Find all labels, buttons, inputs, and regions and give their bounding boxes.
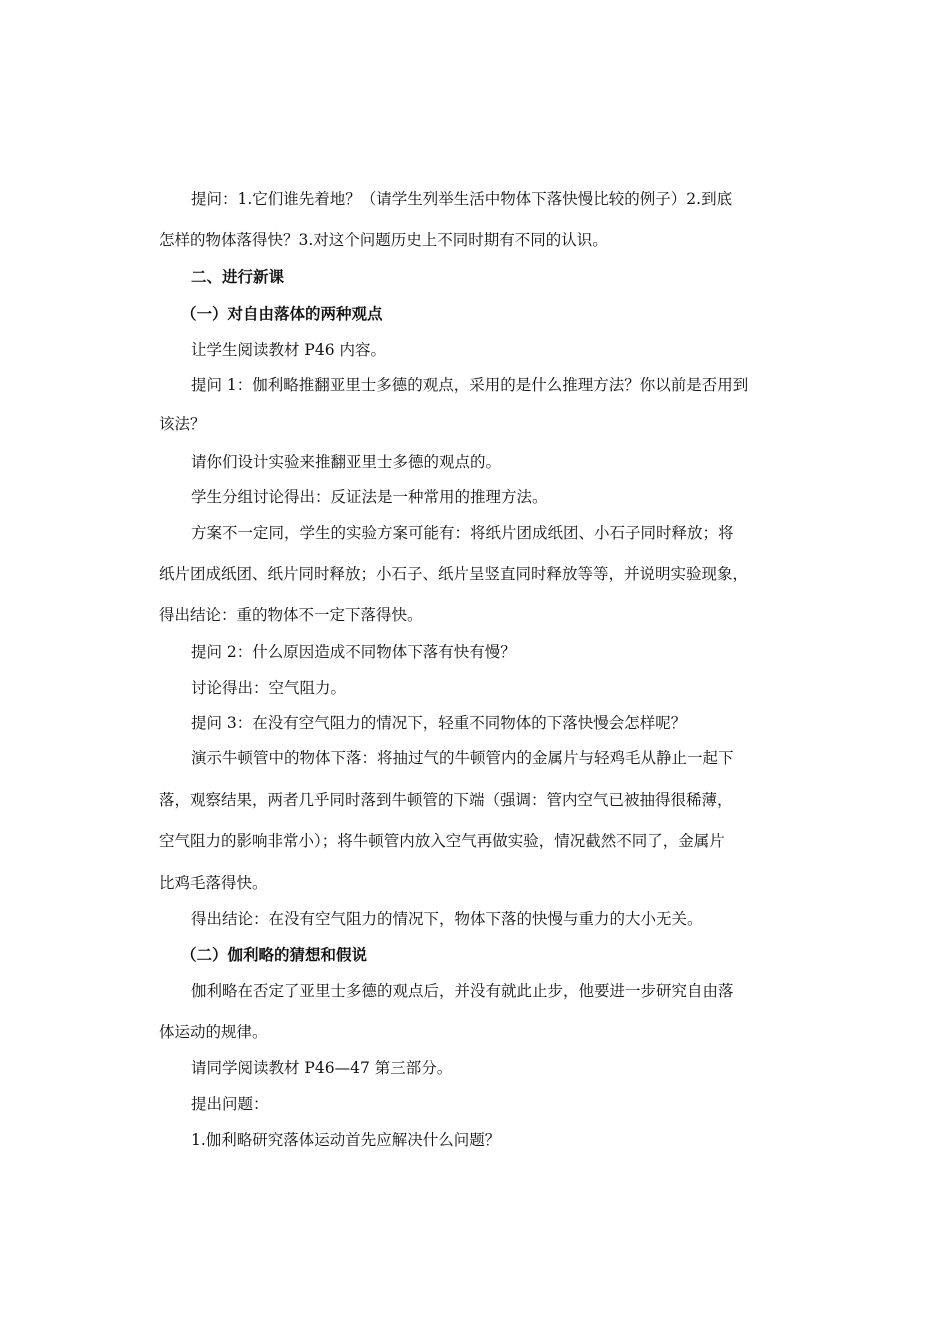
paragraph-line: 方案不一定同，学生的实验方案可能有：将纸片团成纸团、小石子同时释放；将 bbox=[191, 524, 734, 542]
paragraph-line: 提问 1：伽利略推翻亚里士多德的观点，采用的是什么推理方法？你以前是否用到 bbox=[191, 376, 749, 394]
paragraph-line: 怎样的物体落得快？3.对这个问题历史上不同时期有不同的认识。 bbox=[159, 231, 608, 249]
paragraph-line: 1.伽利略研究落体运动首先应解决什么问题？ bbox=[191, 1131, 501, 1149]
subsection-heading: （二）伽利略的猜想和假说 bbox=[181, 946, 368, 964]
paragraph-line: 请你们设计实验来推翻亚里士多德的观点的。 bbox=[191, 453, 502, 471]
subsection-heading: （一）对自由落体的两种观点 bbox=[181, 305, 383, 323]
paragraph-line: 得出结论：在没有空气阻力的情况下，物体下落的快慢与重力的大小无关。 bbox=[191, 910, 703, 928]
paragraph-line: 让学生阅读教材 P46 内容。 bbox=[191, 341, 387, 359]
paragraph-line: 讨论得出：空气阻力。 bbox=[191, 679, 347, 697]
paragraph-line: 演示牛顿管中的物体下落：将抽过气的牛顿管内的金属片与轻鸡毛从静止一起下 bbox=[191, 749, 734, 767]
paragraph-line: 提问 3：在没有空气阻力的情况下，轻重不同物体的下落快慢会怎样呢？ bbox=[191, 714, 687, 732]
paragraph-line: 落，观察结果，两者几乎同时落到牛顿管的下端（强调：管内空气已被抽得很稀薄， bbox=[159, 791, 733, 809]
paragraph-line: 请同学阅读教材 P46—47 第三部分。 bbox=[191, 1059, 453, 1077]
paragraph-line: 提问：1.它们谁先着地？（请学生列举生活中物体下落快慢比较的例子）2.到底 bbox=[191, 190, 733, 208]
paragraph-line: 体运动的规律。 bbox=[159, 1023, 268, 1041]
section-heading: 二、进行新课 bbox=[191, 268, 285, 286]
paragraph-line: 得出结论：重的物体不一定下落得快。 bbox=[159, 606, 423, 624]
paragraph-line: 纸片团成纸团、纸片同时释放；小石子、纸片呈竖直同时释放等等，并说明实验现象， bbox=[159, 565, 749, 583]
paragraph-line: 该法？ bbox=[159, 415, 206, 433]
paragraph-line: 学生分组讨论得出：反证法是一种常用的推理方法。 bbox=[191, 488, 548, 506]
paragraph-line: 提问 2：什么原因造成不同物体下落有快有慢？ bbox=[191, 643, 516, 661]
paragraph-line: 伽利略在否定了亚里士多德的观点后，并没有就此止步，他要进一步研究自由落 bbox=[191, 982, 734, 1000]
paragraph-line: 空气阻力的影响非常小）；将牛顿管内放入空气再做实验，情况截然不同了，金属片 bbox=[159, 832, 725, 850]
paragraph-line: 提出问题： bbox=[191, 1095, 269, 1113]
paragraph-line: 比鸡毛落得快。 bbox=[159, 874, 268, 892]
